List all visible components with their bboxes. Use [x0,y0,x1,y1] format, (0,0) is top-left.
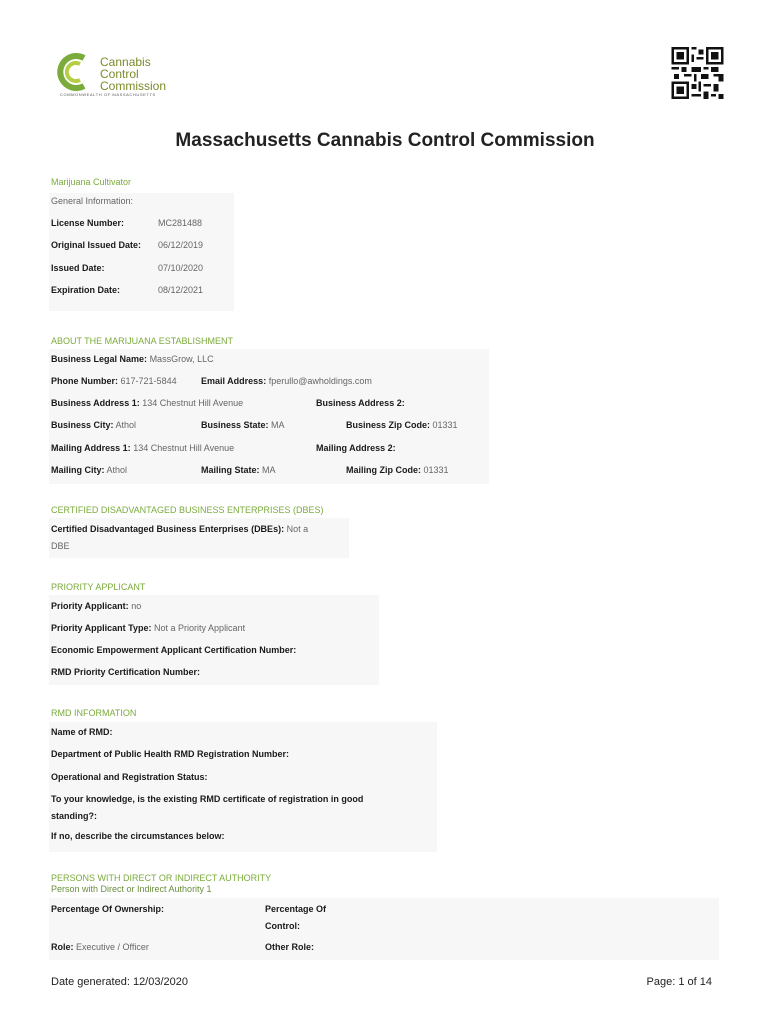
priority-type-row: Priority Applicant Type: Not a Priority Applicant [51,623,246,633]
logo-wordmark: Cannabis Control Commission [100,55,167,93]
commission-logo [54,50,214,100]
phone-row: Phone Number: 617-721-5844 [51,376,177,386]
business-address-2-row: Business Address 2: [316,398,405,408]
expiration-date-label: Expiration Date: [51,285,121,295]
business-address-1-row: Business Address 1: 134 Chestnut Hill Avenue [51,398,244,408]
mailing-state-row: Mailing State: MA [201,465,276,475]
license-number-label: License Number: [51,218,125,228]
rmd-priority-label: RMD Priority Certification Number: [51,667,201,677]
qr-code-icon [670,47,725,99]
mailing-address-1-row: Mailing Address 1: 134 Chestnut Hill Avenue [51,443,235,453]
business-city-row: Business City: Athol [51,420,137,430]
original-issued-label: Original Issued Date: [51,240,142,250]
business-state-row: Business State: MA [201,420,285,430]
priority-applicant-row: Priority Applicant: no [51,601,142,611]
control-label-continued: Control: [265,921,300,931]
econ-empowerment-label: Economic Empowerment Applicant Certification Number: [51,645,297,655]
legal-name-row: Business Legal Name: MassGrow, LLC [51,354,214,364]
establishment-panel [49,349,489,484]
person-1-subheading: Person with Direct or Indirect Authority 1 [51,884,212,894]
establishment-heading: ABOUT THE MARIJUANA ESTABLISHMENT [51,336,234,346]
persons-heading: PERSONS WITH DIRECT OR INDIRECT AUTHORITY [51,873,272,883]
priority-heading: PRIORITY APPLICANT [51,582,146,592]
page-number: Page: 1 of 14 [646,976,712,988]
logo-mark-icon [54,52,98,92]
other-role-label: Other Role: [265,942,315,952]
license-number-value: MC281488 [158,218,203,228]
describe-circumstances-label: If no, describe the circumstances below: [51,831,225,841]
email-row: Email Address: fperullo@awholdings.com [201,376,372,386]
date-generated: Date generated: 12/03/2020 [51,976,189,988]
ownership-label: Percentage Of Ownership: [51,904,165,914]
page-title: Massachusetts Cannabis Control Commission [175,130,595,151]
original-issued-value: 06/12/2019 [158,240,204,250]
general-info-label: General Information: [51,196,134,206]
dph-registration-label: Department of Public Health RMD Registration Number: [51,749,290,759]
logo-subtitle: COMMONWEALTH OF MASSACHUSETTS [60,92,156,97]
control-label: Percentage Of [265,904,327,914]
business-zip-row: Business Zip Code: 01331 [346,420,458,430]
mailing-address-2-row: Mailing Address 2: [316,443,396,453]
expiration-date-value: 08/12/2021 [158,285,204,295]
issued-date-label: Issued Date: [51,263,105,273]
good-standing-label: To your knowledge, is the existing RMD certificate of registration in good [51,794,364,804]
registration-status-label: Operational and Registration Status: [51,772,208,782]
license-type-heading: Marijuana Cultivator [51,177,132,187]
rmd-heading: RMD INFORMATION [51,708,137,718]
issued-date-value: 07/10/2020 [158,263,204,273]
mailing-city-row: Mailing City: Athol [51,465,128,475]
dbe-row: Certified Disadvantaged Business Enterprises (DBEs): Not a [51,524,309,534]
rmd-name-label: Name of RMD: [51,727,113,737]
good-standing-label-continued: standing?: [51,811,97,821]
mailing-zip-row: Mailing Zip Code: 01331 [346,465,449,475]
role-row: Role: Executive / Officer [51,942,149,952]
dbe-heading: CERTIFIED DISADVANTAGED BUSINESS ENTERPRISES (DBES) [51,505,324,515]
dbe-value-continued: DBE [51,541,70,551]
